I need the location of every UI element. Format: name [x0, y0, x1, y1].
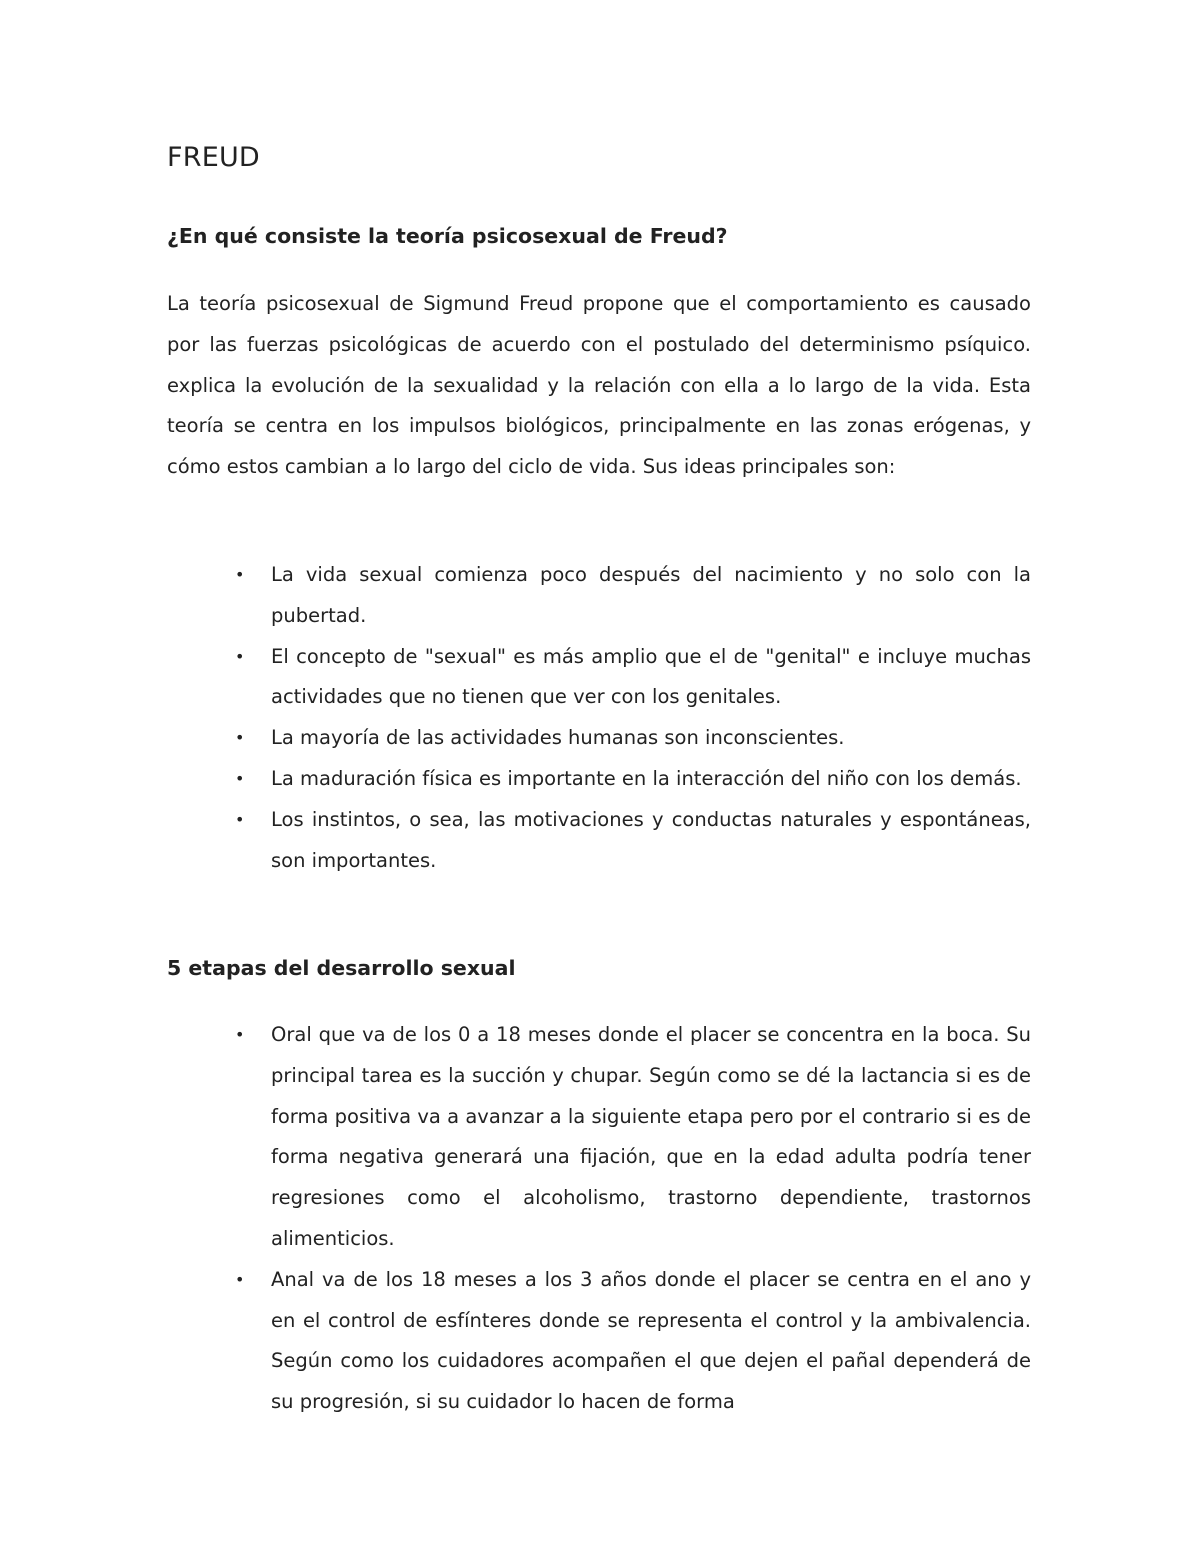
list-item-text: La maduración física es importante en la interacción del niño con los demás.	[271, 766, 1022, 790]
question-heading: ¿En qué consiste la teoría psicosexual de Freud?	[167, 224, 728, 248]
list-item-text: Los instintos, o sea, las motivaciones y conductas naturales y espontáneas, son importantes.	[271, 807, 1031, 872]
list-item	[167, 718, 1031, 759]
bullet-icon: •	[235, 646, 245, 666]
bullet-icon: •	[235, 565, 245, 584]
bullet-icon: •	[235, 768, 245, 788]
list-item-text: La vida sexual comienza poco después del nacimiento y no solo con la pubertad.	[271, 563, 1031, 627]
list-item-text: Anal va de los 18 meses a los 3 años donde el placer se centra en el ano y en el control de esfínteres donde se representa el control y la ambivalencia. Según como los cuidadores acompañen el que dejen el pañal dependerá de su progresión, si su cuidador lo hacen de forma	[271, 1267, 1031, 1414]
list-item	[167, 800, 1031, 882]
main-ideas-list	[167, 555, 1031, 881]
bullet-icon: •	[235, 809, 245, 829]
list-item-text: La mayoría de las actividades humanas son inconscientes.	[271, 726, 845, 750]
stages-list	[167, 1015, 1031, 1423]
bullet-icon: •	[235, 728, 245, 748]
list-item	[167, 1260, 1031, 1423]
bullet-icon: •	[235, 1269, 245, 1289]
bullet-icon: •	[235, 1025, 245, 1044]
list-item-text: El concepto de "sexual" es más amplio que el de "genital" e incluye muchas actividades que no tienen que ver con los genitales.	[271, 644, 1031, 709]
list-item	[167, 637, 1031, 719]
document-title: FREUD	[167, 142, 260, 173]
stages-heading: 5 etapas del desarrollo sexual	[167, 956, 516, 980]
list-item	[167, 555, 1031, 637]
list-item-text: Oral que va de los 0 a 18 meses donde el placer se concentra en la boca. Su principal tarea es la succión y chupar. Según como se dé la lactancia si es de forma positiva va a avanzar a la siguiente etapa pero por el contrario si es de forma negativa generará una fijación, que en la edad adulta podría tener regresiones como el alcoholismo, trastorno dependiente, trastornos alimenticios.	[271, 1023, 1031, 1250]
intro-paragraph: La teoría psicosexual de Sigmund Freud propone que el comportamiento es causado por las fuerzas psicológicas de acuerdo con el postulado del determinismo psíquico. explica la evolución de la sexualidad y la relación con ella a lo largo de la vida. Esta teoría se centra en los impulsos biológicos, principalmente en las zonas erógenas, y cómo estos cambian a lo largo del ciclo de vida. Sus ideas principales son:	[167, 292, 1031, 479]
list-item	[167, 1015, 1031, 1260]
list-item	[167, 759, 1031, 800]
